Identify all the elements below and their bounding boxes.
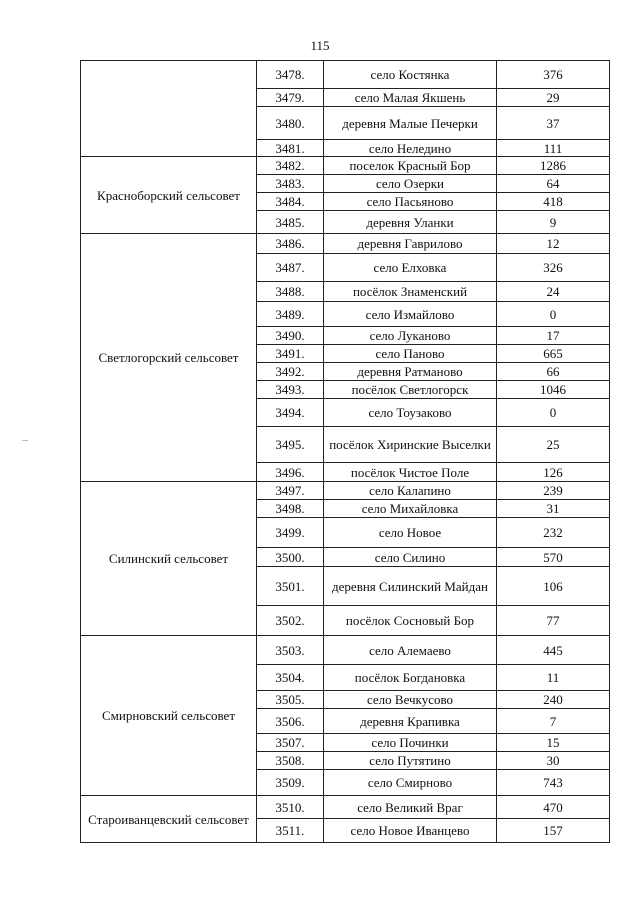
record-number-cell: 3478.	[257, 61, 324, 89]
settlement-name-cell: село Малая Якшень	[324, 89, 497, 107]
record-number-cell: 3503.	[257, 636, 324, 665]
record-number-cell: 3491.	[257, 345, 324, 363]
record-number-cell: 3494.	[257, 399, 324, 427]
settlement-name-cell: деревня Малые Печерки	[324, 107, 497, 140]
settlement-name-cell: деревня Силинский Майдан	[324, 567, 497, 606]
district-cell: Силинский сельсовет	[81, 482, 257, 636]
population-cell: 0	[497, 399, 610, 427]
record-number-cell: 3497.	[257, 482, 324, 500]
page-number: 115	[310, 38, 330, 53]
settlement-name-cell: село Калапино	[324, 482, 497, 500]
record-number-cell: 3485.	[257, 211, 324, 234]
population-cell: 1046	[497, 381, 610, 399]
population-cell: 111	[497, 140, 610, 157]
population-cell: 77	[497, 606, 610, 636]
margin-mark	[22, 440, 28, 441]
population-cell: 17	[497, 327, 610, 345]
record-number-cell: 3487.	[257, 254, 324, 282]
record-number-cell: 3481.	[257, 140, 324, 157]
population-cell: 126	[497, 463, 610, 482]
settlement-name-cell: село Починки	[324, 734, 497, 752]
record-number-cell: 3492.	[257, 363, 324, 381]
population-cell: 470	[497, 796, 610, 819]
settlement-name-cell: село Измайлово	[324, 302, 497, 327]
record-number-cell: 3480.	[257, 107, 324, 140]
settlement-name-cell: посёлок Богдановка	[324, 665, 497, 691]
district-cell: Смирновский сельсовет	[81, 636, 257, 796]
record-number-cell: 3500.	[257, 548, 324, 567]
settlement-name-cell: село Великий Враг	[324, 796, 497, 819]
population-cell: 376	[497, 61, 610, 89]
settlement-name-cell: деревня Гаврилово	[324, 234, 497, 254]
district-cell: Староиванцевский сельсовет	[81, 796, 257, 843]
settlement-name-cell: посёлок Светлогорск	[324, 381, 497, 399]
settlement-name-cell: посёлок Хиринские Выселки	[324, 427, 497, 463]
settlements-table	[80, 60, 610, 843]
district-cell: Красноборский сельсовет	[81, 157, 257, 234]
district-cell	[81, 61, 257, 157]
settlement-name-cell: село Пасьяново	[324, 193, 497, 211]
population-cell: 106	[497, 567, 610, 606]
population-cell: 445	[497, 636, 610, 665]
record-number-cell: 3483.	[257, 175, 324, 193]
settlement-name-cell: село Елховка	[324, 254, 497, 282]
record-number-cell: 3508.	[257, 752, 324, 770]
population-cell: 418	[497, 193, 610, 211]
population-cell: 30	[497, 752, 610, 770]
table-row	[81, 796, 610, 819]
record-number-cell: 3509.	[257, 770, 324, 796]
settlement-name-cell: деревня Ратманово	[324, 363, 497, 381]
record-number-cell: 3499.	[257, 518, 324, 548]
settlement-name-cell: поселок Красный Бор	[324, 157, 497, 175]
settlement-name-cell: село Вечкусово	[324, 691, 497, 709]
settlement-name-cell: деревня Уланки	[324, 211, 497, 234]
population-cell: 25	[497, 427, 610, 463]
record-number-cell: 3505.	[257, 691, 324, 709]
district-cell: Светлогорский сельсовет	[81, 234, 257, 482]
settlement-name-cell: село Луканово	[324, 327, 497, 345]
population-cell: 12	[497, 234, 610, 254]
record-number-cell: 3496.	[257, 463, 324, 482]
settlement-name-cell: село Озерки	[324, 175, 497, 193]
population-cell: 11	[497, 665, 610, 691]
settlement-name-cell: село Смирново	[324, 770, 497, 796]
population-cell: 239	[497, 482, 610, 500]
settlement-name-cell: посёлок Сосновый Бор	[324, 606, 497, 636]
table-row	[81, 234, 610, 254]
settlement-name-cell: село Тоузаково	[324, 399, 497, 427]
population-cell: 29	[497, 89, 610, 107]
population-cell: 9	[497, 211, 610, 234]
record-number-cell: 3488.	[257, 282, 324, 302]
table-row	[81, 61, 610, 89]
record-number-cell: 3479.	[257, 89, 324, 107]
record-number-cell: 3482.	[257, 157, 324, 175]
population-cell: 232	[497, 518, 610, 548]
settlement-name-cell: деревня Крапивка	[324, 709, 497, 734]
population-cell: 570	[497, 548, 610, 567]
table-row	[81, 157, 610, 175]
population-cell: 240	[497, 691, 610, 709]
record-number-cell: 3506.	[257, 709, 324, 734]
record-number-cell: 3490.	[257, 327, 324, 345]
settlement-name-cell: село Неледино	[324, 140, 497, 157]
settlement-name-cell: село Новое Иванцево	[324, 819, 497, 843]
record-number-cell: 3502.	[257, 606, 324, 636]
population-cell: 7	[497, 709, 610, 734]
population-cell: 64	[497, 175, 610, 193]
record-number-cell: 3484.	[257, 193, 324, 211]
population-cell: 326	[497, 254, 610, 282]
population-cell: 24	[497, 282, 610, 302]
settlement-name-cell: село Алемаево	[324, 636, 497, 665]
record-number-cell: 3501.	[257, 567, 324, 606]
settlement-name-cell: село Новое	[324, 518, 497, 548]
record-number-cell: 3493.	[257, 381, 324, 399]
table-row	[81, 482, 610, 500]
settlement-name-cell: село Силино	[324, 548, 497, 567]
population-cell: 15	[497, 734, 610, 752]
record-number-cell: 3495.	[257, 427, 324, 463]
record-number-cell: 3511.	[257, 819, 324, 843]
record-number-cell: 3498.	[257, 500, 324, 518]
settlement-name-cell: село Паново	[324, 345, 497, 363]
record-number-cell: 3507.	[257, 734, 324, 752]
settlement-name-cell: посёлок Чистое Поле	[324, 463, 497, 482]
settlements-table-body	[81, 61, 610, 843]
record-number-cell: 3510.	[257, 796, 324, 819]
population-cell: 1286	[497, 157, 610, 175]
population-cell: 0	[497, 302, 610, 327]
table-row	[81, 636, 610, 665]
population-cell: 157	[497, 819, 610, 843]
population-cell: 31	[497, 500, 610, 518]
population-cell: 743	[497, 770, 610, 796]
record-number-cell: 3486.	[257, 234, 324, 254]
settlement-name-cell: посёлок Знаменский	[324, 282, 497, 302]
population-cell: 37	[497, 107, 610, 140]
settlement-name-cell: село Путятино	[324, 752, 497, 770]
settlement-name-cell: село Михайловка	[324, 500, 497, 518]
record-number-cell: 3489.	[257, 302, 324, 327]
population-cell: 66	[497, 363, 610, 381]
settlement-name-cell: село Костянка	[324, 61, 497, 89]
record-number-cell: 3504.	[257, 665, 324, 691]
population-cell: 665	[497, 345, 610, 363]
